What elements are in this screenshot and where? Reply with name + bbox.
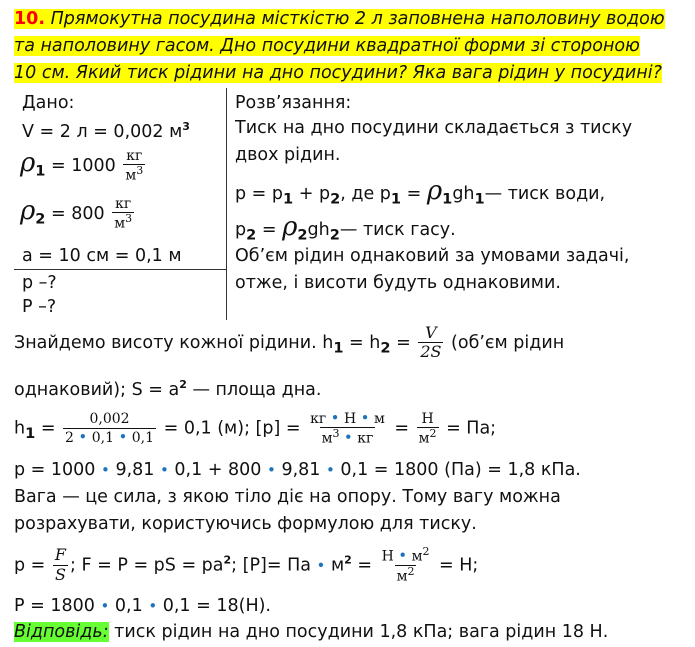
solution-line-3: $p = p_1 + p_2$, де $p_1$ = $\rho_1gh_1—$ тиск води, bbox=[235, 176, 606, 208]
given-rho1: $\rho_1 = 1000$ $\frac{кг}{м^3}$ bbox=[20, 147, 144, 184]
area-line: однаковий); $S = a^2$ — площа дна. bbox=[14, 378, 322, 400]
answer-text: тиск рідин на дно посудини 1,8 кПа; вага рідин 18 Н. bbox=[108, 622, 609, 642]
height-line: Знайдемо висоту кожної рідини. $h_1 = h_2$ = $\frac{V}{2S}$ (об’єм рідин bbox=[14, 323, 565, 362]
find-p: p –? bbox=[22, 273, 57, 293]
solution-title: Розв’язання: bbox=[235, 93, 352, 113]
answer-label: Відповідь: bbox=[14, 622, 109, 642]
weight-result-line: P = 1800 • 0,1 • 0,1 = 18(Н). bbox=[14, 596, 271, 616]
given-rho2: $\rho_2 = 800$ $\frac{кг}{м^3}$ bbox=[20, 195, 133, 232]
problem-number: 10. bbox=[14, 9, 46, 29]
problem-statement bbox=[14, 6, 665, 87]
problem-line-1: Прямокутна посудина місткістю 2 л заповнена наполовину водою bbox=[50, 9, 665, 29]
problem-line-2: та наполовину гасом. Дно посудини квадратної форми зі стороною bbox=[14, 36, 640, 56]
force-line: p = $\frac{F}{S}$ ; F = P = pS = $pa^2$; [P]= Па • $м^2$ = $\frac{Н • м^2}{м^2}$ = Н; bbox=[14, 545, 479, 585]
solution-line-6: отже, і висоти будуть однаковими. bbox=[235, 273, 561, 293]
pressure-line: p = 1000 • 9,81 • 0,1 + 800 • 9,81 • 0,1 = 1800 (Па) = 1,8 кПа. bbox=[14, 460, 581, 480]
weight-line-1: Вага — це сила, з якою тіло діє на опору. Тому вагу можна bbox=[14, 487, 561, 507]
solution-line-4: $p_2$ = $\rho_2gh_2—$ тиск гасу. bbox=[235, 212, 456, 244]
given-title: Дано: bbox=[22, 93, 75, 113]
h1-line: $h_1$ = $\frac{0,002}{2 • 0,1 • 0,1}$ = 0,1 (м); [p] = $\frac{кг • Н • м}{м^3 • кг}$ = $\frac{Н}{м^2}$ = Па; bbox=[14, 409, 497, 447]
solution-line-1: Тиск на дно посудини складається з тиску bbox=[235, 118, 633, 138]
table-vertical-divider bbox=[226, 88, 227, 320]
weight-line-2: розрахувати, користуючись формулою для тиску. bbox=[14, 514, 477, 534]
solution-line-2: двох рідин. bbox=[235, 145, 341, 165]
given-divider bbox=[14, 269, 226, 270]
answer-line bbox=[14, 622, 608, 642]
given-volume: V = 2 л = 0,002 $м^3$ bbox=[22, 120, 190, 142]
problem-line-3: 10 см. Який тиск рідини на дно посудини? Яка вага рідин у посудині? bbox=[14, 63, 662, 83]
given-side: а = 10 см = 0,1 м bbox=[22, 246, 182, 266]
find-P: P –? bbox=[22, 297, 57, 317]
solution-line-5: Об’єм рідин однаковий за умовами задачі, bbox=[235, 246, 630, 266]
